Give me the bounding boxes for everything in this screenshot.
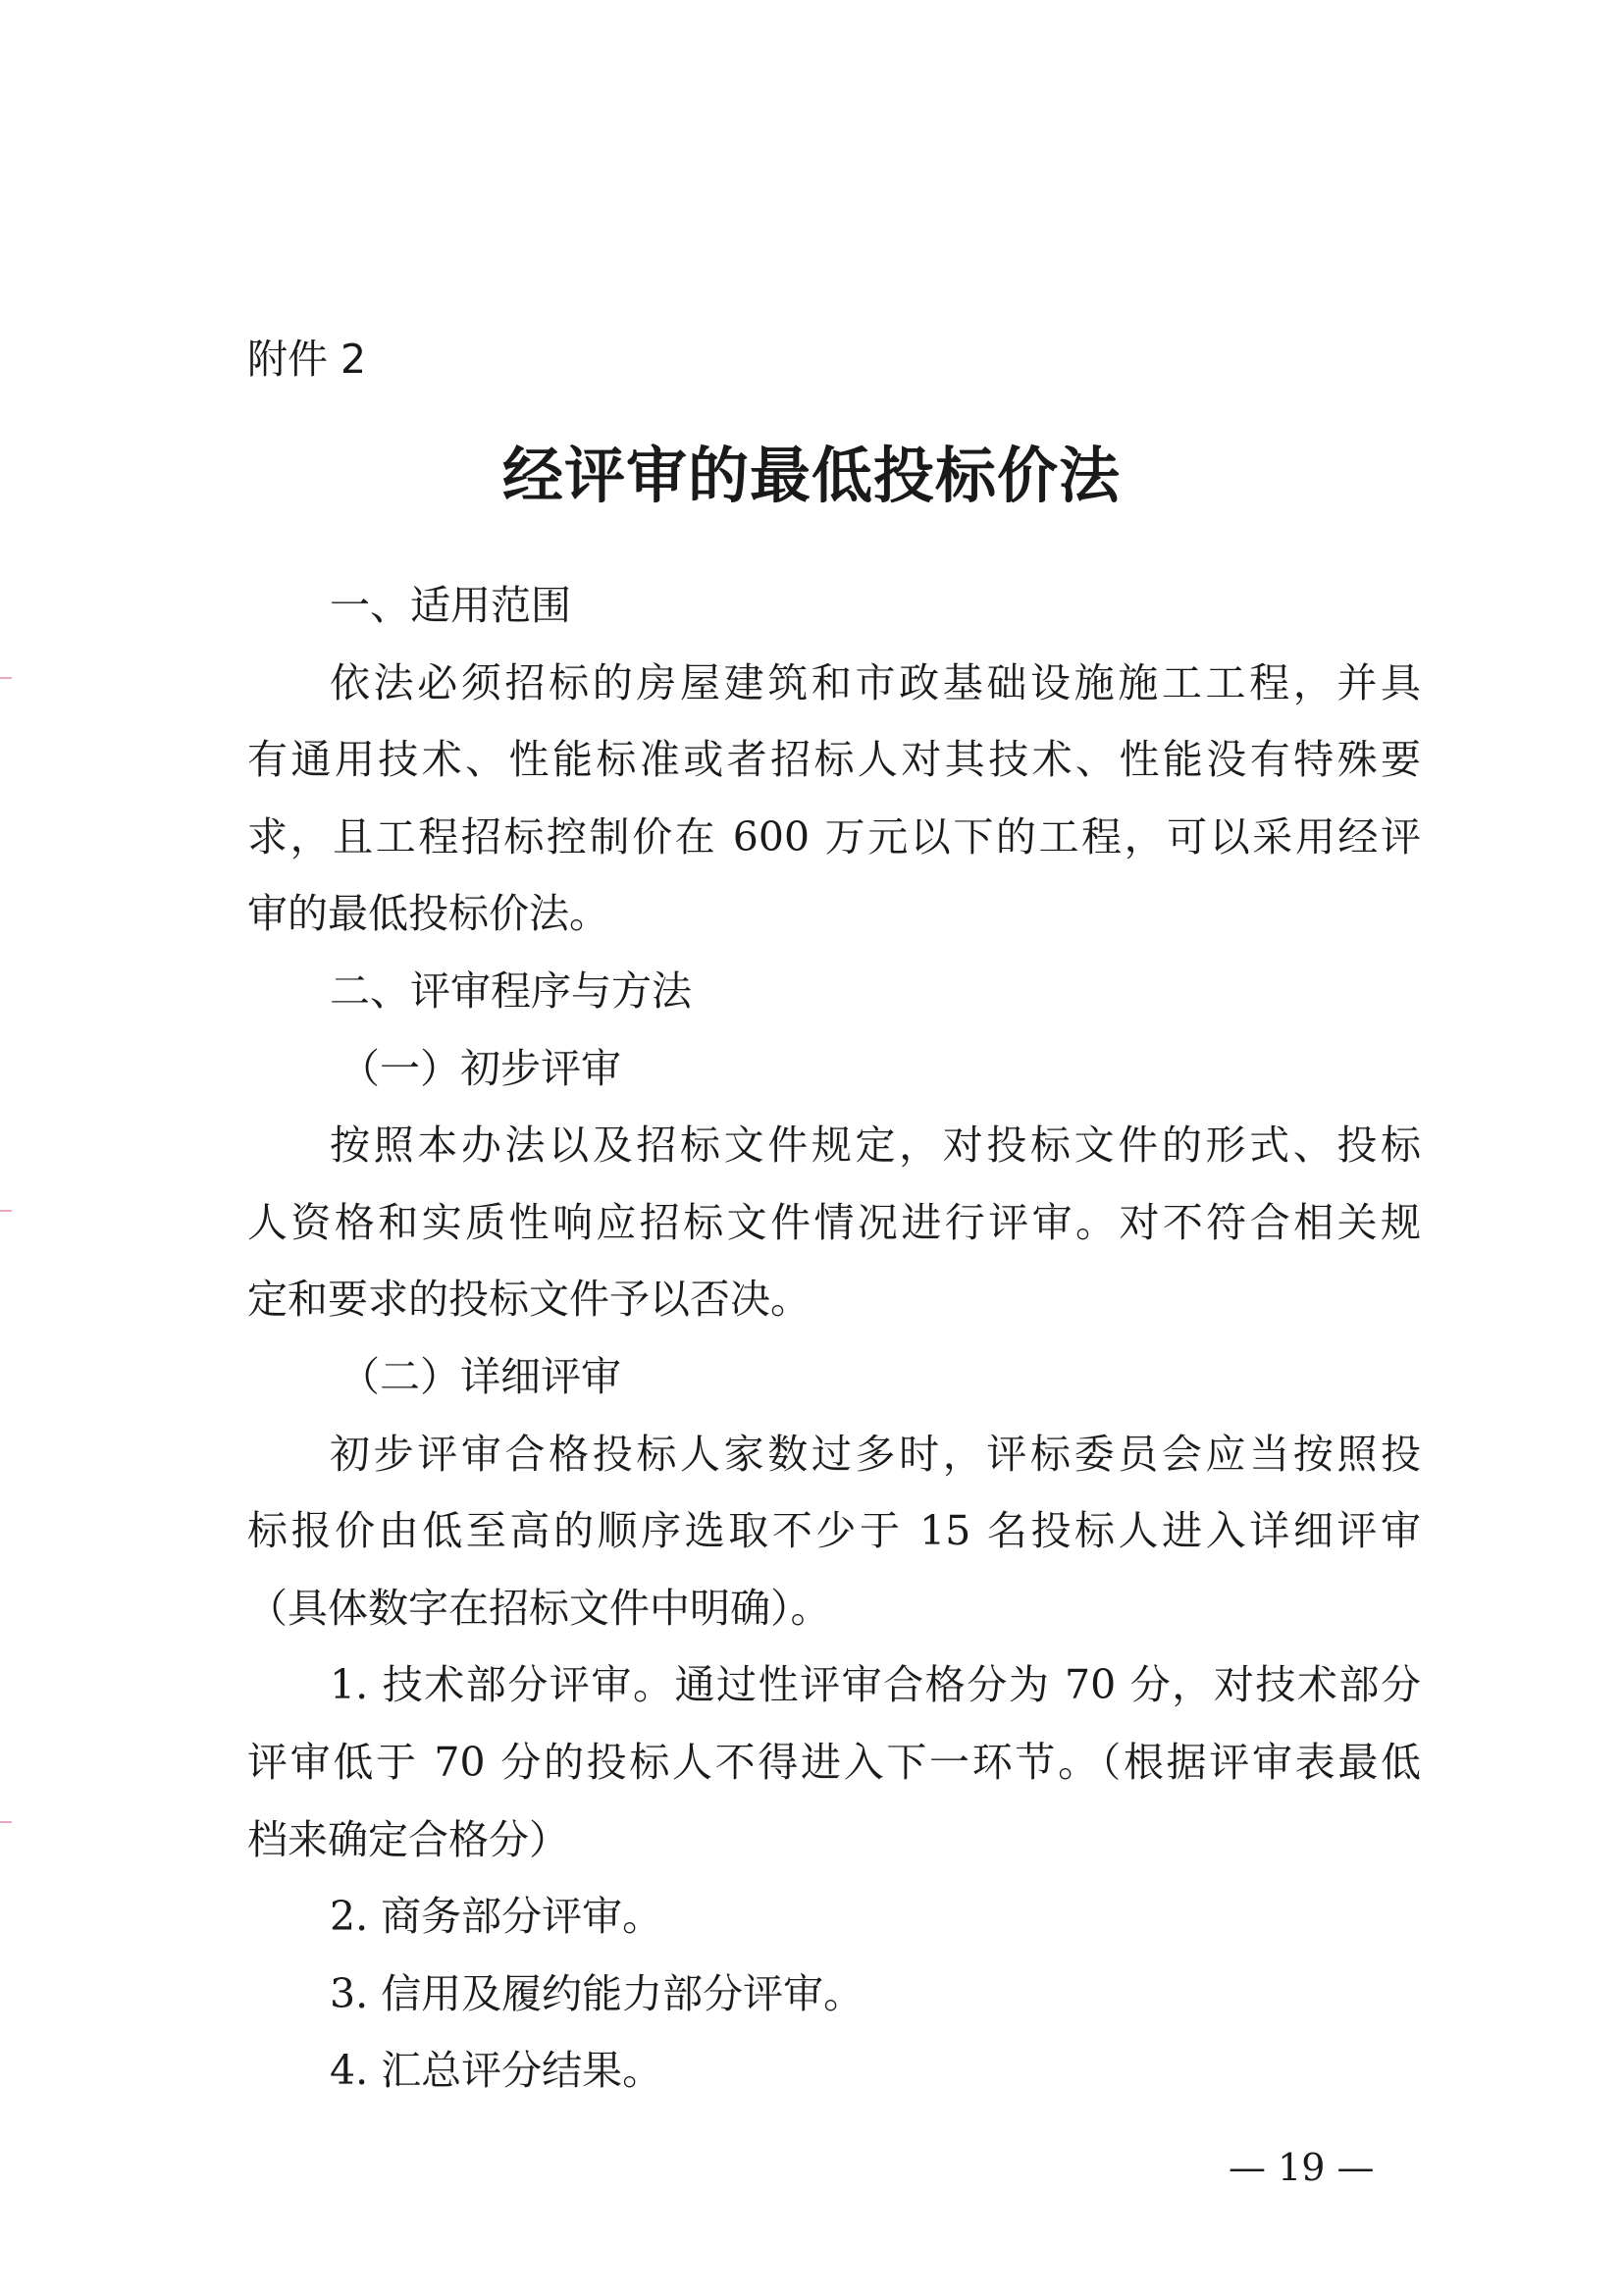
scan-margin-mark	[0, 1821, 12, 1823]
body-line: 4. 汇总评分结果。	[330, 2047, 663, 2095]
body-line: （二）详细评审	[340, 1352, 621, 1400]
body-line: 按照本办法以及招标文件规定，对投标文件的形式、投标	[330, 1122, 1421, 1170]
body-line: 依法必须招标的房屋建筑和市政基础设施施工工程，并具	[330, 658, 1421, 706]
body-line: （一）初步评审	[340, 1044, 621, 1092]
attachment-label: 附件 2	[247, 336, 367, 383]
body-line: 3. 信用及履约能力部分评审。	[330, 1969, 864, 2017]
body-line: 标报价由低至高的顺序选取不少于 15 名投标人进入详细评审	[247, 1507, 1421, 1555]
body-line: 定和要求的投标文件予以否决。	[247, 1276, 811, 1324]
document-title: 经评审的最低投标价法	[501, 440, 1121, 511]
body-line: 审的最低投标价法。	[247, 890, 609, 938]
section-heading: 一、适用范围	[330, 582, 571, 629]
body-line: 评审低于 70 分的投标人不得进入下一环节。（根据评审表最低	[247, 1738, 1421, 1786]
body-line: 1. 技术部分评审。通过性评审合格分为 70 分，对技术部分	[330, 1661, 1421, 1709]
document-body	[247, 567, 1421, 2110]
scan-margin-mark	[0, 1210, 12, 1212]
page-number: — 19 —	[1229, 2146, 1375, 2189]
body-line: （具体数字在招标文件中明确）。	[247, 1584, 831, 1632]
body-line: 有通用技术、性能标准或者招标人对其技术、性能没有特殊要	[247, 736, 1421, 784]
scan-margin-mark	[0, 677, 12, 679]
body-line: 人资格和实质性响应招标文件情况进行评审。对不符合相关规	[247, 1198, 1421, 1246]
body-line: 求，且工程招标控制价在 600 万元以下的工程，可以采用经评	[247, 812, 1421, 861]
body-line: 初步评审合格投标人家数过多时，评标委员会应当按照投	[330, 1430, 1421, 1478]
body-line: 档来确定合格分）	[247, 1815, 569, 1863]
body-line: 2. 商务部分评审。	[330, 1893, 663, 1941]
section-heading: 二、评审程序与方法	[330, 966, 692, 1015]
